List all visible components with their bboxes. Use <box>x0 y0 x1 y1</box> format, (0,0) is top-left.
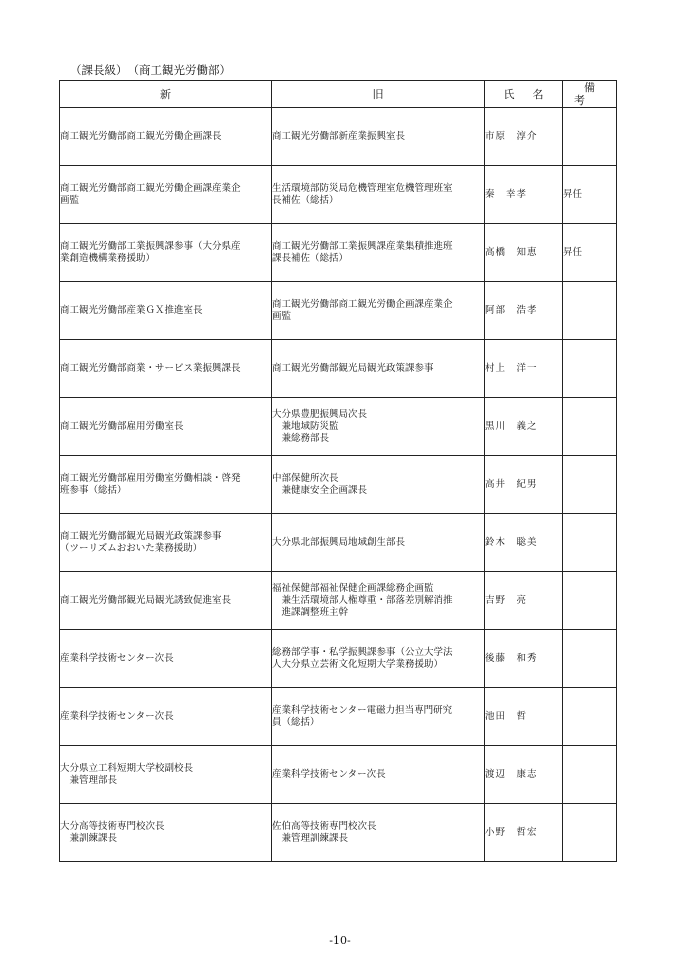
person-name-cell: 阿部 浩孝 <box>485 282 563 340</box>
header-row <box>60 81 617 108</box>
table-row <box>60 224 617 282</box>
person-name-cell: 黒川 義之 <box>485 398 563 456</box>
new-position-cell-line: 画監 <box>60 194 80 206</box>
table-body <box>60 108 617 862</box>
new-position-cell <box>60 688 272 746</box>
old-position-cell-line: 員（総括） <box>272 716 320 728</box>
new-position-cell <box>60 224 272 282</box>
table-row <box>60 688 617 746</box>
old-position-cell <box>272 514 485 572</box>
new-position-cell-line: 商工観光労働部商工観光労働企画課長 <box>60 130 222 142</box>
new-position-cell <box>60 746 272 804</box>
new-position-cell <box>60 340 272 398</box>
notes-cell <box>563 688 617 746</box>
new-position-cell-line: 商工観光労働部工業振興課参事（大分県産 <box>60 240 241 252</box>
page-number: -10- <box>329 934 351 947</box>
old-position-cell-line: 兼地域防災監 <box>272 420 339 432</box>
old-position-cell-line: 画監 <box>272 310 292 322</box>
new-position-cell-line: 大分高等技術専門校次長 <box>60 820 165 832</box>
new-position-cell-line: 商工観光労働部商工観光労働企画課産業企 <box>60 182 241 194</box>
old-position-cell-line: 佐伯高等技術専門校次長 <box>272 820 377 832</box>
new-position-cell-line: 業創造機構業務援助） <box>60 252 156 264</box>
old-position-cell-line: 産業科学技術センター次長 <box>272 768 386 780</box>
new-position-cell-line: 大分県立工科短期大学校副校長 <box>60 762 194 774</box>
new-position-cell-line: 商工観光労働部商業・サービス業振興課長 <box>60 362 241 374</box>
new-position-cell-line: 商工観光労働部雇用労働室長 <box>60 420 184 432</box>
notes-cell <box>563 514 617 572</box>
old-position-cell <box>272 108 485 166</box>
table-row <box>60 804 617 862</box>
table-row <box>60 456 617 514</box>
new-position-cell-line: 兼管理部長 <box>60 774 118 786</box>
notes-cell <box>563 572 617 630</box>
old-position-cell-line: 商工観光労働部新産業振興室長 <box>272 130 406 142</box>
notes-cell <box>563 108 617 166</box>
notes-cell <box>563 804 617 862</box>
old-position-cell <box>272 456 485 514</box>
old-position-cell-line: 福祉保健部福祉保健企画課総務企画監 <box>272 582 434 594</box>
column-header-old: 旧 <box>272 81 485 108</box>
table-row <box>60 108 617 166</box>
table-row <box>60 630 617 688</box>
notes-cell <box>563 398 617 456</box>
new-position-cell-line: 商工観光労働部雇用労働室労働相談・啓発 <box>60 472 241 484</box>
personnel-table <box>59 80 617 862</box>
new-position-cell <box>60 166 272 224</box>
new-position-cell <box>60 456 272 514</box>
notes-cell: 昇任 <box>563 224 617 282</box>
person-name-cell: 鈴木 聡美 <box>485 514 563 572</box>
old-position-cell-line: 人大分県立芸術文化短期大学業務援助） <box>272 658 444 670</box>
old-position-cell <box>272 688 485 746</box>
table-row <box>60 746 617 804</box>
person-name-cell: 後藤 和秀 <box>485 630 563 688</box>
new-position-cell <box>60 514 272 572</box>
notes-cell <box>563 282 617 340</box>
table-row <box>60 166 617 224</box>
new-position-cell <box>60 572 272 630</box>
person-name-cell: 渡辺 康志 <box>485 746 563 804</box>
old-position-cell <box>272 166 485 224</box>
notes-cell <box>563 630 617 688</box>
notes-cell: 昇任 <box>563 166 617 224</box>
person-name-cell: 市原 淳介 <box>485 108 563 166</box>
old-position-cell-line: 商工観光労働部商工観光労働企画課産業企 <box>272 298 453 310</box>
old-position-cell-line: 進課調整班主幹 <box>272 606 349 618</box>
new-position-cell-line: 班参事（総括） <box>60 484 127 496</box>
old-position-cell-line: 兼生活環境部人権尊重・部落差別解消推 <box>272 594 453 606</box>
notes-cell <box>563 746 617 804</box>
table-row <box>60 282 617 340</box>
notes-cell <box>563 340 617 398</box>
old-position-cell-line: 中部保健所次長 <box>272 472 339 484</box>
old-position-cell-line: 生活環境部防災局危機管理室危機管理班室 <box>272 182 453 194</box>
column-header-name: 氏名 <box>485 81 563 108</box>
new-position-cell-line: 産業科学技術センター次長 <box>60 652 174 664</box>
person-name-cell: 高橋 知恵 <box>485 224 563 282</box>
old-position-cell <box>272 746 485 804</box>
old-position-cell-line: 兼総務部長 <box>272 432 330 444</box>
column-header-new: 新 <box>60 81 272 108</box>
table-row <box>60 340 617 398</box>
table-row <box>60 514 617 572</box>
new-position-cell <box>60 398 272 456</box>
table-row <box>60 398 617 456</box>
old-position-cell-line: 長補佐（総括） <box>272 194 339 206</box>
person-name-cell: 村上 洋一 <box>485 340 563 398</box>
old-position-cell-line: 商工観光労働部工業振興課産業集積推進班 <box>272 240 453 252</box>
old-position-cell-line: 大分県北部振興局地域創生部長 <box>272 536 406 548</box>
new-position-cell <box>60 804 272 862</box>
old-position-cell <box>272 398 485 456</box>
new-position-cell <box>60 282 272 340</box>
old-position-cell-line: 総務部学事・私学振興課参事（公立大学法 <box>272 646 453 658</box>
column-header-notes: 備考 <box>563 81 617 108</box>
new-position-cell-line: 兼訓練課長 <box>60 832 118 844</box>
person-name-cell: 吉野 亮 <box>485 572 563 630</box>
new-position-cell <box>60 108 272 166</box>
old-position-cell <box>272 630 485 688</box>
old-position-cell <box>272 224 485 282</box>
old-position-cell-line: 大分県豊肥振興局次長 <box>272 408 368 420</box>
person-name-cell: 池田 哲 <box>485 688 563 746</box>
old-position-cell <box>272 804 485 862</box>
new-position-cell-line: （ツーリズムおおいた業務援助） <box>60 542 203 554</box>
old-position-cell-line: 産業科学技術センター電磁力担当専門研究 <box>272 704 453 716</box>
old-position-cell-line: 兼健康安全企画課長 <box>272 484 368 496</box>
old-position-cell <box>272 572 485 630</box>
old-position-cell-line: 商工観光労働部観光局観光政策課参事 <box>272 362 434 374</box>
old-position-cell-line: 課長補佐（総括） <box>272 252 349 264</box>
old-position-cell <box>272 340 485 398</box>
new-position-cell-line: 産業科学技術センター次長 <box>60 710 174 722</box>
person-name-cell: 高井 紀男 <box>485 456 563 514</box>
old-position-cell-line: 兼管理訓練課長 <box>272 832 349 844</box>
notes-cell <box>563 456 617 514</box>
new-position-cell <box>60 630 272 688</box>
new-position-cell-line: 商工観光労働部産業ＧＸ推進室長 <box>60 304 203 316</box>
new-position-cell-line: 商工観光労働部観光局観光誘致促進室長 <box>60 594 232 606</box>
person-name-cell: 小野 哲宏 <box>485 804 563 862</box>
table-row <box>60 572 617 630</box>
person-name-cell: 秦 幸孝 <box>485 166 563 224</box>
old-position-cell <box>272 282 485 340</box>
section-heading: （課長級） （商工観光労働部） <box>70 63 231 77</box>
new-position-cell-line: 商工観光労働部観光局観光政策課参事 <box>60 530 222 542</box>
